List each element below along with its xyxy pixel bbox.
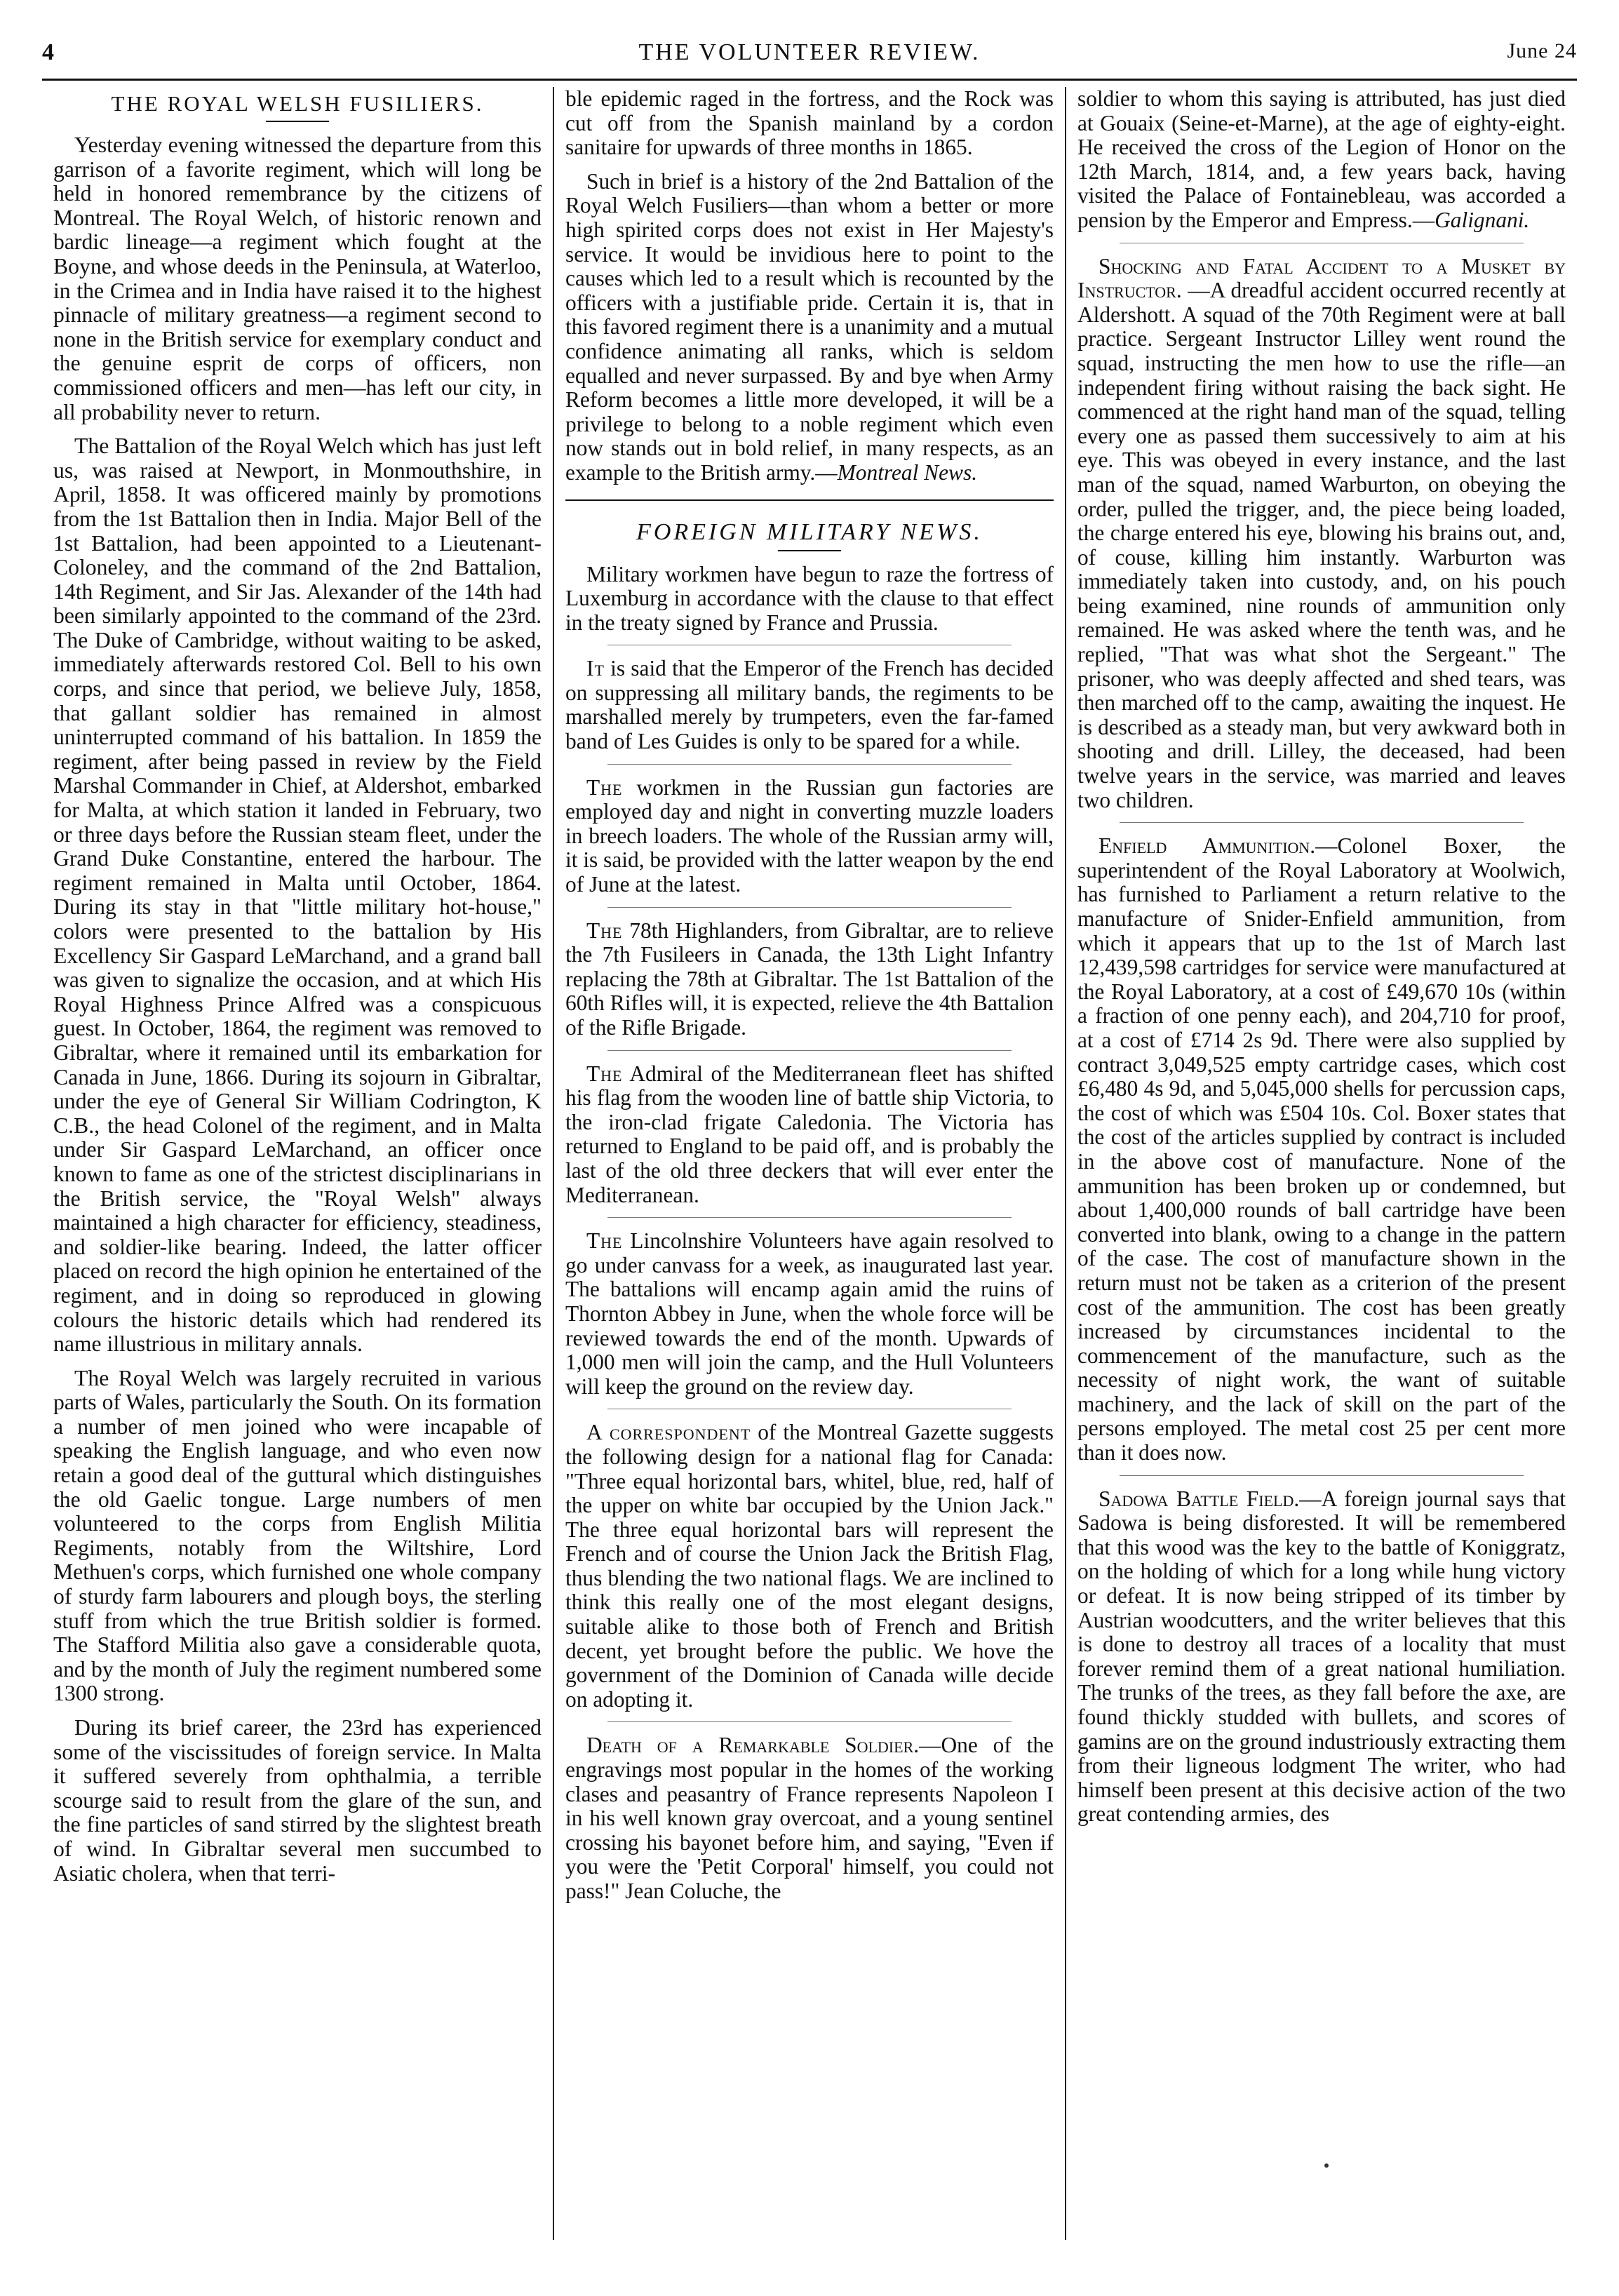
item-lead: A correspondent [586, 1420, 751, 1445]
article-paragraph: Such in brief is a history of the 2nd Battalion of the Royal Welch Fusiliers—than whom a better or more high spirited corps does not exist in Her Majesty's service. It would be invidious here to point to the causes which led to a result which is recounted by the officers with a justifiable pride. Certain it is, that in this favored regiment there is a unanimity and a mutual confidence animating all ranks, which is seldom equalled and never surpassed. By and bye when Army Reform becomes a little more developed, it will be a privilege to belong to a noble regiment which even now stands out in bold relief, in many respects, as an example to the British army.—Montreal News. [565, 168, 1054, 485]
news-item [565, 1062, 1054, 1208]
columns [42, 87, 1577, 2240]
item-rule [1120, 822, 1524, 823]
publication-title: THE VOLUNTEER REVIEW. [638, 39, 981, 65]
news-item [565, 1421, 1054, 1712]
item-lead: Enfield Ammunition. [1099, 833, 1316, 859]
item-rule [607, 1050, 1012, 1051]
news-item [565, 776, 1054, 897]
source-credit: Montreal News. [837, 459, 978, 485]
paragraph-text: Such in brief is a history of the 2nd Battalion of the Royal Welch Fusiliers—than whom a better or more high spirited corps does not exist in Her Majesty's service. It would be invidious here to point to the causes which led to a result which is recounted by the officers with a justifiable pride. Certain it is, that in this favored regiment there is a unanimity and a mutual confidence animating all ranks, which is seldom equalled and never surpassed. By and bye when Army Reform becomes a little more developed, it will be a privilege to belong to a noble regiment which even now stands out in bold relief, in many respects, as an example to the British army. [565, 168, 1054, 485]
news-item [565, 1733, 1054, 1903]
source-credit: Galignani. [1435, 207, 1530, 232]
item-text: Admiral of the Mediterranean fleet has shifted his flag from the wooden line of battle ship Victoria, to the iron-clad frigate Caledonia. The Victoria has returned to England to be paid off, and is probably the last of the old three deckers that will ever enter the Mediterranean. [565, 1061, 1054, 1207]
item-rule [607, 1217, 1012, 1218]
item-text: is said that the Emperor of the French has decided on suppressing all military bands, the regiments to be marshalled merely by trumpeters, even the far-famed band of Les Guides is only to be spared for a while. [565, 656, 1054, 754]
news-item [565, 919, 1054, 1040]
news-item [565, 1229, 1054, 1399]
running-head [42, 39, 1577, 70]
item-rule [1120, 1475, 1524, 1476]
column-3 [1065, 87, 1577, 2240]
item-lead: The [586, 1061, 623, 1086]
item-text: workmen in the Russian gun factories are employed day and night in converting muzzle loaders in breech loaders. The whole of the Russian army will, it is said, be provided with the latter weapon by the end of June at the latest. [565, 774, 1054, 897]
header-rule [42, 79, 1577, 81]
article-title: THE ROYAL WELSH FUSILIERS. [111, 91, 484, 116]
column-2 [553, 87, 1065, 2240]
article-paragraph: The Royal Welch was largely recruited in various parts of Wales, particularly the South. On its formation a number of men joined who were incapable of speaking the English language, and who even now retain a good deal of the guttural which distinguishes the old Gaelic tongue. Large numbers of men volunteered to the corps from English Militia Regiments, notably from the Wiltshire, Lord Methuen's corps, which furnished one whole company of sturdy farm labourers and plough boys, the sterling stuff from which the true British soldier is formed. The Stafford Militia also gave a considerable quota, and by the month of July the regiment numbered some 1300 strong. [53, 1365, 542, 1706]
column-1 [42, 87, 553, 2240]
title-rule [778, 550, 841, 551]
item-lead: The [586, 918, 623, 943]
page-number: 4 [42, 39, 54, 65]
item-text: —Colonel Boxer, the superintendent of the Royal Laboratory at Woolwich, has furnished to Parliament a return relative to the manufacture of Snider-Enfield ammunition, from which it appears that up to the 1st of March last 12,439,598 cartridges for service were manufactured at the Royal Laboratory, at a cost of £49,670 10s (within a fraction of one penny each), and 204,710 for proof, at a cost of £714 2s 9d. There were also supplied by contract 3,049,525 empty cartridge cases, which cost £6,480 4s 9d, and 5,045,000 shells for percussion caps, the cost of which was £504 10s. Col. Boxer states that the cost of the articles supplied by contract is included in the above cost of manufacture. None of the ammunition has been broken up or condemned, but about 1,400,000 rounds of ball cartridge have been converted into blank, owing to a change in the pattern of the case. The cost of manufacture shown in the return must not be taken as a criterion of the present cost of the ammunition. The cost has been greatly increased by circumstances incidental to the commencement of the manufacture, such as the necessity of night work, the want of suitable machinery, and the lack of skill on the part of the persons employed. The metal cost 25 per cent more than it does now. [1077, 833, 1566, 1465]
item-text: 78th Highlanders, from Gibraltar, are to relieve the 7th Fusileers in Canada, the 13th Light Infantry replacing the 78th at Gibraltar. The 1st Battalion of the 60th Rifles will, it is expected, relieve the 4th Battalion of the Rifle Brigade. [565, 918, 1054, 1040]
news-item [1077, 834, 1566, 1465]
item-lead: The [586, 1228, 623, 1254]
item-lead: Death of a Remarkable Soldier. [586, 1733, 920, 1758]
item-rule [607, 764, 1012, 765]
article-paragraph: ble epidemic raged in the fortress, and the Rock was cut off from the Spanish mainland by a cordon sanitaire for upwards of three months in 1865. [565, 87, 1054, 160]
article-paragraph: The Battalion of the Royal Welch which has just left us, was raised at Newport, in Monmouthshire, in April, 1858. It was officered mainly by promotions from the 1st Battalion then in India. Major Bell of the 1st Battalion, had been appointed to a Lieutenant-Coloneley, and the command of the 2nd Battalion, 14th Regiment, and Sir Jas. Alexander of the 14th had been similarly appointed to the command of the 23rd. The Duke of Cambridge, without waiting to be asked, immediately afterwards restored Col. Bell to his own corps, and since that period, we believe July, 1858, that gallant soldier has remained in almost uninterrupted command of his battalion. In 1859 the regiment, after being passed in review by the Field Marshal Commander in Chief, at Aldershot, embarked for Malta, at which station it landed in February, two or three days before the Russian steam fleet, under the Grand Duke Constantine, entered the harbour. The regiment remained in Malta until October, 1864. During its stay in that "little military hot-house," colors were presented to the battalion by His Excellency Sir Gaspard LeMarchand, and a grand ball was given to signalize the occasion, and at which His Royal Highness Prince Alfred was a conspicuous guest. In October, 1864, the regiment was removed to Gibraltar, where it remained until its embarkation for Canada in June, 1866. During its sojourn in Gibraltar, under the eye of General Sir William Codrington, K C.B., the head Colonel of the regiment, and in Malta under Sir Gaspard LeMarchand, an officer once known to fame as one of the strictest disciplinarians in the British service, the "Royal Welsh" always maintained a high character for efficiency, steadiness, and soldier-like bearing. Indeed, the latter officer placed on record the high opinion he entertained of the regiment, and in doing so reproduced in glowing colours the historic details which had rendered its name illustrious in military annals. [53, 434, 542, 1357]
news-item [1077, 255, 1566, 813]
item-text: —One of the engravings most popular in the homes of the working clases and peasantry of France represents Napoleon I in his well known gray overcoat, and a young sentinel crossing his bayonet before him, and saying, "Even if you were the 'Petit Corporal' himself, you could not pass!" Jean Coluche, the [565, 1733, 1054, 1903]
title-rule [266, 121, 329, 122]
section-title: FOREIGN MILITARY NEWS. [636, 518, 983, 545]
item-rule [607, 1721, 1012, 1722]
paragraph-text: soldier to whom this saying is attributed, has just died at Gouaix (Seine-et-Marne), at the age of eighty-eight. He received the cross of the Legion of Honor on the 12th March, 1814, and, a few years back, having visited the Palace of Fontainebleau, was accorded a pension by the Emperor and Empress.— [1077, 87, 1566, 232]
item-lead: Sadowa Battle Field. [1099, 1486, 1300, 1511]
article-paragraph: Yesterday evening witnessed the departure from this garrison of a favorite regiment, which will long be held in honored remembrance by the citizens of Montreal. The Royal Welch, of historic renown and bardic lineage—a regiment which fought at the Boyne, and whose deeds in the Peninsula, at Waterloo, in the Crimea and in India have raised it to the highest pinnacle of military greatness—a regiment second to none in the British service for exemplary conduct and the genuine esprit de corps of officers, non commissioned officers and men—has left our city, in all probability never to return. [53, 133, 542, 424]
item-lead: The [586, 774, 623, 800]
issue-date: June 24 [1507, 39, 1577, 62]
print-speck [1324, 2163, 1329, 2168]
article-paragraph: During its brief career, the 23rd has experienced some of the viscissitudes of foreign service. In Malta it suffered severely from ophthalmia, a terrible scourge said to result from the glare of the sun, and the fine particles of sand stirred by the slightest breath of wind. In Gibraltar several men succumbed to Asiatic cholera, when that terri- [53, 1715, 542, 1886]
item-text: of the Montreal Gazette suggests the following design for a national flag for Canada: "Three equal horizontal bars, whitel, blue, red, half of the upper on white bar occupied by the Union Jack." The three equal horizontal bars will represent the French and of course the Union Jack the British Flag, thus blending the two national flags. We are inclined to think this really one of the most elegant designs, suitable alike to those both of French and British decent, yet brought before the public. We hove the government of the Dominion of Canada wille decide on adopting it. [565, 1420, 1054, 1712]
article-paragraph [1077, 87, 1566, 233]
item-lead: It [586, 656, 605, 681]
item-rule [607, 907, 1012, 908]
item-lead: Shocking and Fatal Accident to a Musket by Instructor. [1077, 253, 1566, 303]
item-text: Lincolnshire Volunteers have again resolved to go under canvass for a week, as inaugurated last year. The battalions will encamp again amid the ruins of Thornton Abbey in June, when the whole force will be reviewed towards the end of the month. Upwards of 1,000 men will join the camp, and the Hull Volunteers will keep the ground on the review day. [565, 1228, 1054, 1399]
news-item [565, 657, 1054, 753]
news-item [565, 563, 1054, 636]
item-text: —A foreign journal says that Sadowa is being disforested. It will be remembered that this wood was the key to the battle of Koniggratz, on the holding of which for a long while hung victory or defeat. It is now being stripped of its timber by Austrian woodcutters, and the writer believes that this is done to destroy all traces of a locality that must forever remind them of a great national humiliation. The trunks of the trees, as they fall before the axe, are found thickly studded with bullets, and scores of gamins are on the ground industriously extracting them from their ligneous lodgment The writer, who had himself been present at this decisive action of the two great contending armies, des [1077, 1486, 1566, 1827]
item-text: —A dreadful accident occurred recently at Aldershott. A squad of the 70th Regiment were at ball practice. Sergeant Instructor Lilley went round the squad, instructing the men how to use the rifle—an independent firing without raising the back sight. He commenced at the right hand man of the squad, telling every one as passed them successively to aim at his eye. This was obeyed in every instance, and the last man of the squad, named Warburton, on obeying the order, pulled the trigger, and, the piece being loaded, the charge entered his eye, blowing his brains out, and, of couse, killing him instantly. Warburton was immediately taken into custody, and, on his pouch being examined, nine rounds of ammunition only remained. He was asked where the tenth was, and he replied, "That was what shot the Sergeant." The prisoner, who was deeply affected and shed tears, was then marched off to the camp, awaiting the inquest. He is described as a steady man, but very awkward both in shooting and drill. Lilley, the deceased, had been twelve years in the service, was married and leaves two children. [1077, 278, 1566, 812]
item-text: Military workmen have begun to raze the fortress of Luxemburg in accordance with the clause to that effect in the treaty signed by France and Prussia. [565, 561, 1054, 635]
news-item [1077, 1487, 1566, 1827]
section-rule [565, 499, 1054, 501]
